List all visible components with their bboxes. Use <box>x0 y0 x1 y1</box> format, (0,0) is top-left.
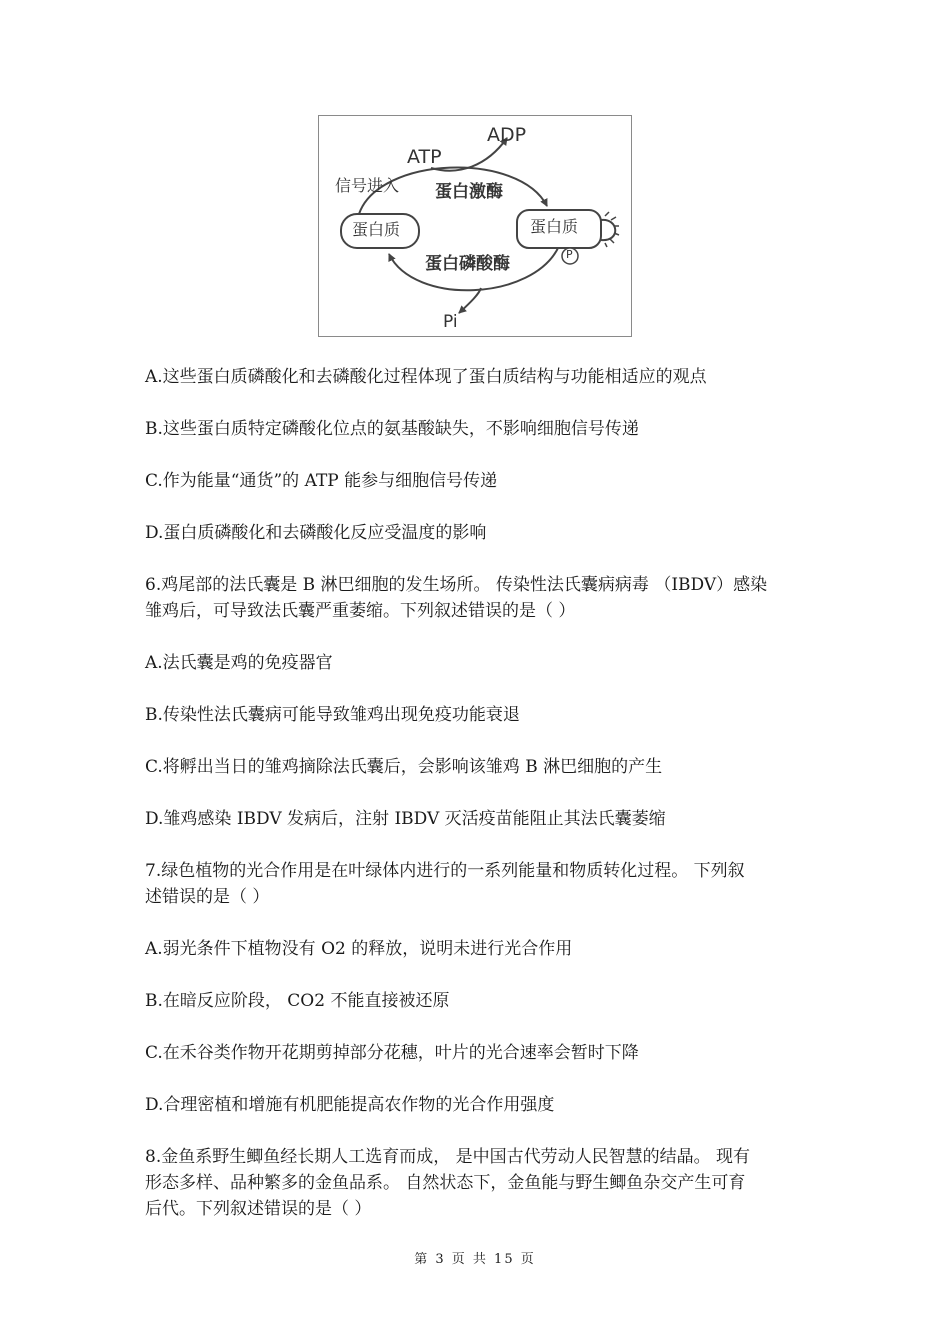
q5-option-a: A.这些蛋白质磷酸化和去磷酸化过程体现了蛋白质结构与功能相适应的观点 <box>145 367 707 387</box>
q7-stem-line1: 7.绿色植物的光合作用是在叶绿体内进行的一系列能量和物质转化过程。 下列叙 <box>145 861 745 881</box>
q6-option-c: C.将孵出当日的雏鸡摘除法氏囊后，会影响该雏鸡 B 淋巴细胞的产生 <box>145 757 663 777</box>
q5-option-b: B.这些蛋白质特定磷酸化位点的氨基酸缺失，不影响细胞信号传递 <box>145 419 639 439</box>
q6-option-d: D.雏鸡感染 IBDV 发病后，注射 IBDV 灭活疫苗能阻止其法氏囊萎缩 <box>145 809 666 829</box>
q6-stem-line2: 雏鸡后，可导致法氏囊严重萎缩。下列叙述错误的是（ ） <box>145 601 576 621</box>
q8-stem-line1: 8.金鱼系野生鲫鱼经长期人工选育而成， 是中国古代劳动人民智慧的结晶。 现有 <box>145 1147 751 1167</box>
q7-option-b: B.在暗反应阶段， CO2 不能直接被还原 <box>145 991 450 1011</box>
phosphate-label: P <box>566 248 573 261</box>
q6-stem-line1: 6.鸡尾部的法氏囊是 B 淋巴细胞的发生场所。 传染性法氏囊病病毒 （IBDV）感染 <box>145 575 768 595</box>
pi-label: Pi <box>443 312 458 332</box>
protein-left-label: 蛋白质 <box>352 220 401 239</box>
q5-option-c: C.作为能量“通货”的 ATP 能参与细胞信号传递 <box>145 471 498 491</box>
kinase-label: 蛋白激酶 <box>435 182 503 202</box>
pi-release-arrow <box>459 288 481 313</box>
q7-option-c: C.在禾谷类作物开花期剪掉部分花穗，叶片的光合速率会暂时下降 <box>145 1043 639 1063</box>
q5-option-d: D.蛋白质磷酸化和去磷酸化反应受温度的影响 <box>145 523 487 543</box>
phosphorylation-diagram <box>318 115 632 337</box>
q8-stem-line2: 形态多样、品种繁多的金鱼品系。 自然状态下，金鱼能与野生鲫鱼杂交产生可育 <box>145 1173 746 1193</box>
phosphatase-label: 蛋白磷酸酶 <box>425 254 510 274</box>
q7-stem-line2: 述错误的是（ ） <box>145 887 270 907</box>
q7-option-d: D.合理密植和增施有机肥能提高农作物的光合作用强度 <box>145 1095 555 1115</box>
page-number-footer: 第 3 页 共 15 页 <box>414 1252 536 1267</box>
active-site-mark <box>601 220 615 240</box>
q6-option-a: A.法氏囊是鸡的免疫器官 <box>145 653 333 673</box>
q7-option-a: A.弱光条件下植物没有 O2 的释放，说明未进行光合作用 <box>145 939 573 959</box>
adp-label: ADP <box>487 124 527 146</box>
atp-label: ATP <box>407 146 442 168</box>
q6-option-b: B.传染性法氏囊病可能导致雏鸡出现免疫功能衰退 <box>145 705 520 725</box>
signal-in-label: 信号进入 <box>335 176 400 195</box>
q8-stem-line3: 后代。下列叙述错误的是（ ） <box>145 1199 372 1219</box>
protein-right-label: 蛋白质 <box>530 217 579 236</box>
